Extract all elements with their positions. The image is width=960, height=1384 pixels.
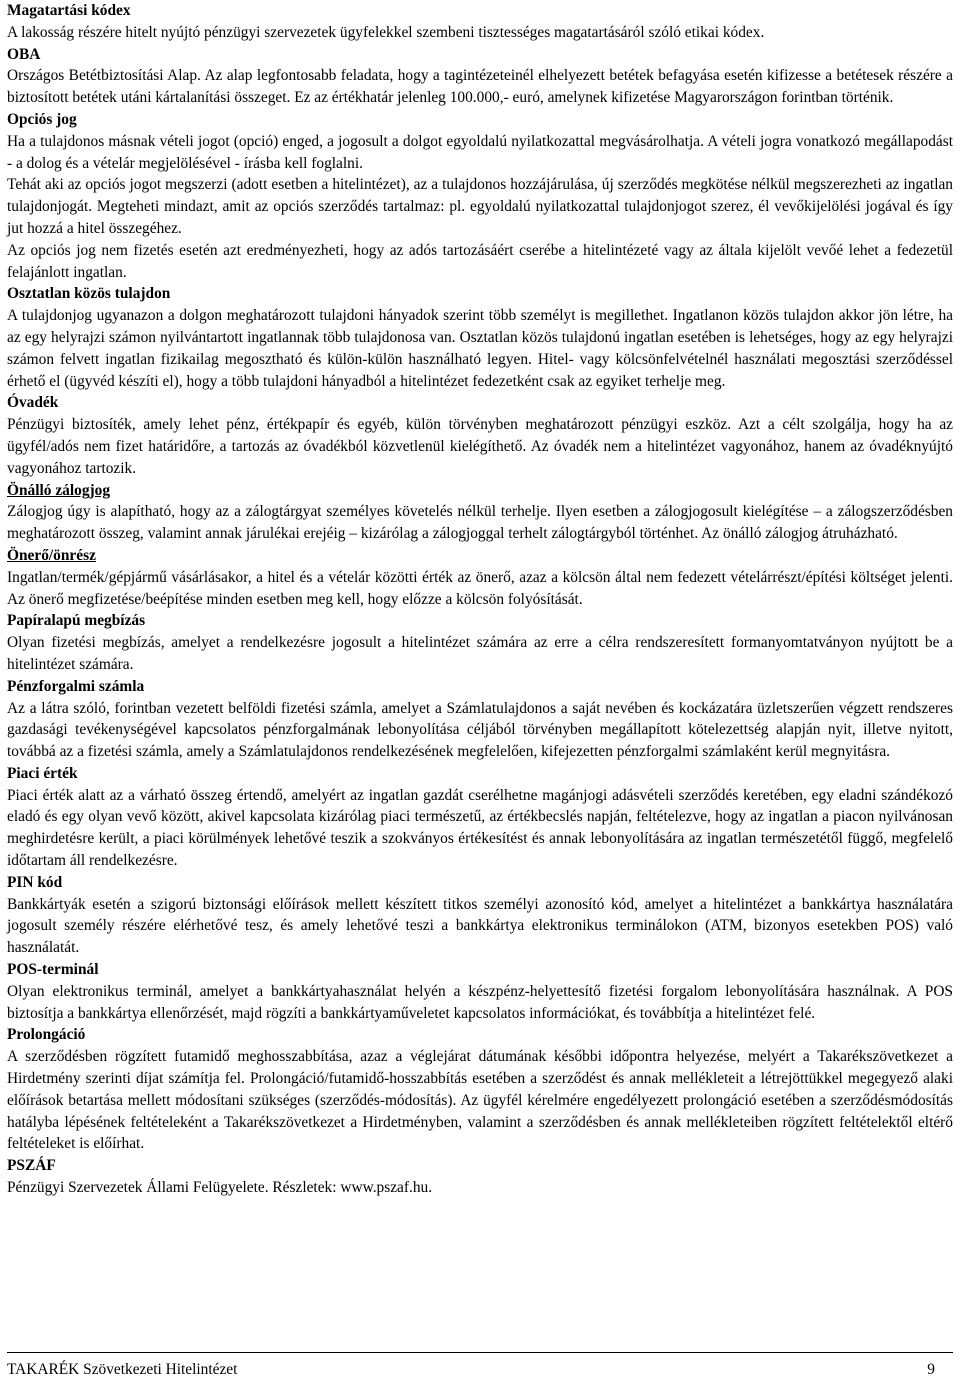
- glossary-definition: Bankkártyák esetén a szigorú biztonsági előírások mellett készített titkos személyi azonosító kód, amelyet a hitelintézet a bankkártya használatára jogosult személy részére elérhetővé tesz, és amely lehetővé teszi a bankkártya elektronikus terminálokon (ATM, bizonyos esetekben POS) való használatát.: [7, 895, 953, 957]
- glossary-definition: Az a látra szóló, forintban vezetett belföldi fizetési számla, amelyet a Számlatulajdonos a saját nevében és kockázatára üzletszerűen végzett rendszeres gazdasági tevékenységével kapcsolatos pénzforgalmának lebonyolítása céljából törvényben megállapított kötelezettség alapján nyit, illetve nyitott, továbbá az a fizetési számla, amely a Számlatulajdonos rendelkezésének megfelelően, kifejezetten pénzforgalmi számlaként kerül megnyitásra.: [7, 699, 953, 761]
- footer-page-number: 9: [927, 1361, 935, 1378]
- glossary-definition: Piaci érték alatt az a várható összeg értendő, amelyért az ingatlan gazdát cserélhetne magánjogi adásvételi szerződés keretében, egy eladni szándékozó eladó és egy olyan vevő között, akivel kapcsolata kizárólag piaci természetű, az értékbecslés napján, feltételezve, hogy az ingatlan a piacon nyilvánosan meghirdetésre került, a piaci körülmények lehetővé teszik a szokványos értékesítést és annak lebonyolítására az ingatlan természetétől függő, megfelelő időtartam áll rendelkezésre.: [7, 786, 953, 870]
- glossary-definition: A tulajdonjog ugyanazon a dolgon meghatározott tulajdoni hányadok szerint több személyt is megillethet. Ingatlanon közös tulajdon akkor jön létre, ha az egy helyrajzi számon nyilvántartott ingatlannak több tulajdonosa van. Osztatlan közös tulajdonú ingatlan esetében is lehetséges, hogy az egy helyrajzi számon felvett ingatlan fizikailag megosztható és külön-külön használható legyen. Hitel- vagy kölcsönfelvételnél használati megosztási szerződéssel érhető el (ügyvéd készíti el), hogy a több tulajdoni hányadból a hitelintézet fedezetként csak az egyiket terhelje meg.: [7, 307, 953, 390]
- glossary-term: Prolongáció: [7, 1026, 86, 1044]
- footer-publisher: TAKARÉK Szövetkezeti Hitelintézet: [7, 1361, 238, 1378]
- glossary-term: PSZÁF: [7, 1157, 56, 1175]
- glossary-entry: [7, 1155, 953, 1199]
- glossary-entry: [7, 676, 953, 763]
- glossary-definition: Tehát aki az opciós jogot megszerzi (adott esetben a hitelintézet), az a tulajdonos hozzájárulása, új szerződés megkötése nélkül megszerezheti az ingatlan tulajdonjogát. Megteheti mindazt, amit az opciós szerződés tartalmaz: pl. egyoldalú nyilatkozattal tulajdonjogot szerez, él vevőkijelölési jogával és így jut hozzá a hitel összegéhez.: [7, 176, 953, 237]
- glossary-entry: [7, 44, 953, 109]
- glossary-entry: [7, 283, 953, 392]
- glossary-entry: [7, 0, 953, 44]
- glossary-definition: Ingatlan/termék/gépjármű vásárlásakor, a hitel és a vételár közötti érték az önerő, azaz a kölcsön által nem fedezett vételárrészt/építési költséget jelenti. Az önerő megfizetése/beépítése minden esetben meg kell, hogy előzze a kölcsön folyósítását.: [7, 568, 953, 608]
- glossary-definition: Zálogjog úgy is alapítható, hogy az a zálogtárgyat személyes követelés nélkül terhelje. Ilyen esetben a zálogjogosult kielégítése – a zálogszerződésben meghatározott összeg, valamint annak járulékai erejéig – kizárólag a zálogjoggal terhelt zálogtárgyból történhet. Az önálló zálogjog átruházható.: [7, 503, 953, 543]
- glossary-definition: Olyan fizetési megbízás, amelyet a rendelkezésre jogosult a hitelintézet számára az erre a célra rendszeresített formanyomtatványon nyújtott be a hitelintézet számára.: [7, 634, 953, 673]
- glossary-entry: [7, 610, 953, 675]
- glossary-definition: Pénzügyi biztosíték, amely lehet pénz, értékpapír és egyéb, külön törvényben meghatározott pénzügyi eszköz. Azt a célt szolgálja, hogy ha az ügyfél/adós nem fizet határidőre, a tartozás az óvadékból közvetlenül kielégíthető. Az óvadék nem a hitelintézet vagyonához, hanem az óvadéknyújtó vagyonához tartozik.: [7, 416, 953, 477]
- page-footer: [7, 1352, 953, 1378]
- glossary-term: Papíralapú megbízás: [7, 612, 146, 630]
- glossary-definition: Olyan elektronikus terminál, amelyet a bankkártyahasználat helyén a készpénz-helyettesítő fizetési forgalom lebonyolítására használnak. A POS biztosítja a bankkártya ellenőrzését, majd rögzíti a bankkártyaműveletet kapcsolatos információkat, és továbbítja a hitelintézet felé.: [7, 982, 953, 1022]
- glossary-definition: A szerződésben rögzített futamidő meghosszabbítása, azaz a véglejárat dátumának későbbi időpontra helyezése, melyért a Takarékszövetkezet a Hirdetmény szerinti díjat számítja fel. Prolongáció/futamidő-hosszabbítás esetében a szerződést és annak mellékleteit a létrejöttükkel megegyező alaki előírások betartása mellett módosítani szükséges (szerződés-módosítás). Az ügyfél kérelmére engedélyezett prolongáció esetében a szerződésmódosítás hatályba lépésének feltételeként a Takarékszövetkezet a Hirdetményben, valamint a szerződésben és annak mellékleteiben rögzített feltételektől eltérő feltételeket is előírhat.: [7, 1048, 953, 1153]
- glossary-definition: Ha a tulajdonos másnak vételi jogot (opció) enged, a jogosult a dolgot egyoldalú nyilatkozattal megvásárolhatja. A vételi jogra vonatkozó megállapodást - a dolog és a vételár megjelölésével - írásba kell foglalni.: [7, 132, 953, 172]
- glossary-term: PIN kód: [7, 873, 63, 891]
- glossary-term: Piaci érték: [7, 764, 78, 782]
- glossary-term: Opciós jog: [7, 110, 77, 128]
- glossary-term: Önerő/önrész: [7, 546, 96, 564]
- glossary-term: Magatartási kódex: [7, 2, 131, 19]
- glossary-entry: [7, 480, 953, 545]
- glossary-term: Osztatlan közös tulajdon: [7, 285, 171, 303]
- glossary-definition: Az opciós jog nem fizetés esetén azt eredményezheti, hogy az adós tartozásáért cserébe a hitelintézeté vagy az általa kijelölt vevőé lehet a fedezetül felajánlott ingatlan.: [7, 241, 953, 281]
- glossary-term: OBA: [7, 45, 41, 63]
- glossary-entry: [7, 763, 953, 872]
- glossary-term: Óvadék: [7, 394, 59, 412]
- glossary-entry: [7, 872, 953, 959]
- glossary-entry: [7, 959, 953, 1024]
- glossary-definition: Pénzügyi Szervezetek Állami Felügyelete. Részletek: www.pszaf.hu.: [7, 1179, 433, 1197]
- document-page: [7, 0, 953, 1199]
- glossary-term: POS-terminál: [7, 961, 99, 979]
- glossary-entry: [7, 1024, 953, 1155]
- glossary-definition: Országos Betétbiztosítási Alap. Az alap legfontosabb feladata, hogy a tagintézeteinél elhelyezett betétek befagyása esetén kifizesse a betétesek részére a biztosított betétek utáni kártalanítási összeget. Ez az értékhatár jelenleg 100.000,- euró, amelynek kifizetése Magyarországon forintban történik.: [7, 67, 953, 107]
- glossary-term: Önálló zálogjog: [7, 481, 111, 499]
- glossary-definition: A lakosság részére hitelt nyújtó pénzügyi szervezetek ügyfelekkel szembeni tisztességes magatartásáról szóló etikai kódex.: [7, 23, 765, 41]
- glossary-term: Pénzforgalmi számla: [7, 677, 145, 695]
- glossary-entry: [7, 545, 953, 610]
- glossary-entry: [7, 392, 953, 479]
- glossary-entry: [7, 109, 953, 283]
